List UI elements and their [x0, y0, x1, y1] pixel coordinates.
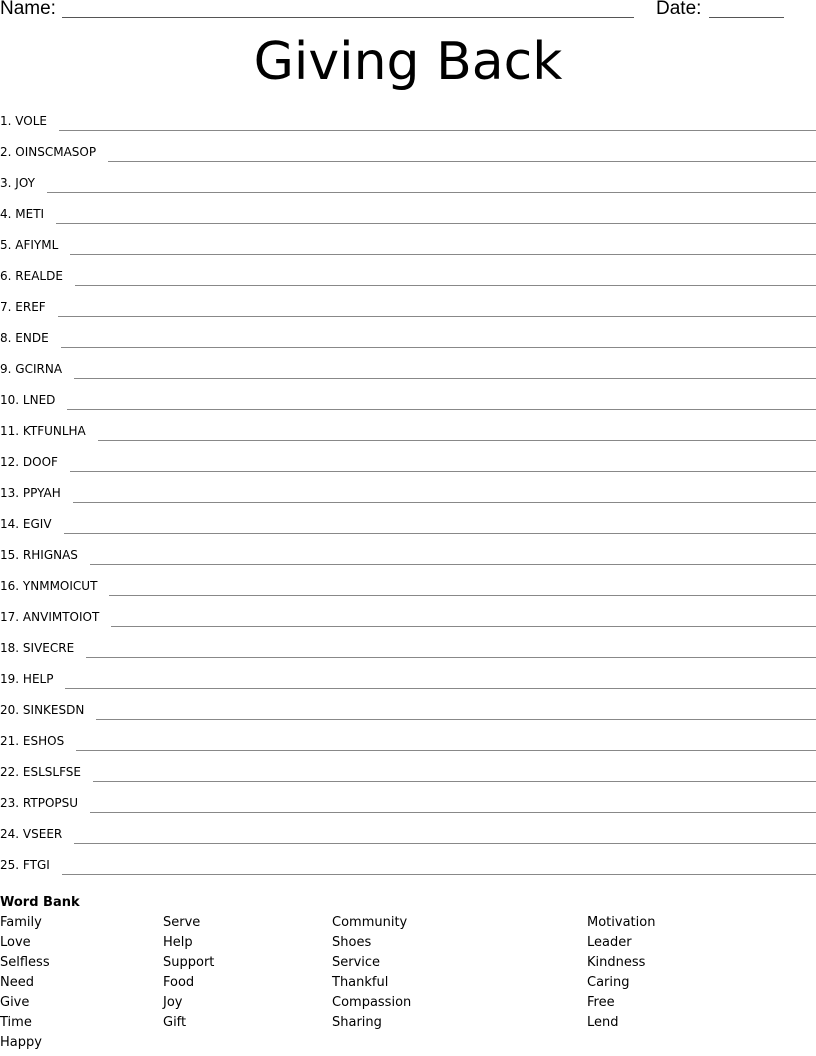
- word-bank-item: Motivation: [587, 915, 656, 930]
- scrambled-word: RTPOPSU: [22, 796, 79, 810]
- question-row: [0, 854, 816, 885]
- question-row: [0, 172, 816, 203]
- question-row: [0, 699, 816, 730]
- answer-line[interactable]: [67, 391, 816, 410]
- question-row: [0, 761, 816, 792]
- question-row: [0, 792, 816, 823]
- date-label: Date:: [656, 0, 702, 19]
- scrambled-word: DOOF: [22, 455, 58, 469]
- question-label: [0, 668, 65, 690]
- question-number: 21 .: [0, 734, 23, 748]
- question-number: 20 .: [0, 703, 23, 717]
- scrambled-word: ANVIMTOIOT: [22, 610, 100, 624]
- question-row: [0, 389, 816, 420]
- question-row: [0, 544, 816, 575]
- question-label: [0, 420, 98, 442]
- answer-line[interactable]: [86, 639, 816, 658]
- question-label: [0, 203, 56, 225]
- question-label: [0, 761, 93, 783]
- question-number: 8 .: [0, 331, 15, 345]
- answer-line[interactable]: [90, 794, 816, 813]
- word-bank-column: [587, 913, 655, 1033]
- answer-line[interactable]: [90, 546, 816, 565]
- question-label: [0, 234, 70, 256]
- question-label: [0, 606, 111, 628]
- question-row: [0, 203, 816, 234]
- answer-line[interactable]: [58, 298, 816, 317]
- question-label: [0, 699, 96, 721]
- word-bank-item: Kindness: [587, 955, 646, 970]
- word-bank-item: Shoes: [332, 935, 372, 950]
- question-row: [0, 420, 816, 451]
- word-bank-column: [332, 913, 411, 1033]
- answer-line[interactable]: [64, 515, 816, 534]
- scrambled-word: RHIGNAS: [22, 548, 78, 562]
- answer-line[interactable]: [56, 205, 816, 224]
- date-field[interactable]: [709, 17, 784, 18]
- question-number: 7 .: [0, 300, 15, 314]
- scrambled-word: PPYAH: [22, 486, 61, 500]
- scrambled-word: ESLSLFSE: [22, 765, 81, 779]
- answer-line[interactable]: [98, 422, 816, 441]
- word-bank-item: Service: [332, 955, 381, 970]
- name-label: Name:: [0, 0, 56, 19]
- question-row: [0, 823, 816, 854]
- question-row: [0, 575, 816, 606]
- question-label: [0, 327, 61, 349]
- question-label: [0, 451, 70, 473]
- question-label: [0, 792, 90, 814]
- word-bank-item: Love: [0, 935, 31, 950]
- question-number: 15 .: [0, 548, 23, 562]
- question-list: [0, 110, 816, 885]
- question-label: [0, 575, 109, 597]
- header-row: [0, 0, 816, 22]
- answer-line[interactable]: [70, 236, 816, 255]
- scrambled-word: REALDE: [15, 269, 63, 283]
- question-row: [0, 110, 816, 141]
- name-field[interactable]: [62, 17, 634, 18]
- word-bank-item: Gift: [163, 1015, 187, 1030]
- word-bank-item: Give: [0, 995, 30, 1010]
- word-bank-item: Time: [0, 1015, 32, 1030]
- question-number: 3 .: [0, 176, 15, 190]
- question-number: 22 .: [0, 765, 23, 779]
- word-bank-item: Selfless: [0, 955, 50, 970]
- answer-line[interactable]: [65, 670, 816, 689]
- question-number: 11 .: [0, 424, 23, 438]
- word-bank: [0, 893, 816, 1050]
- question-label: [0, 637, 86, 659]
- word-bank-item: Sharing: [332, 1015, 382, 1030]
- question-number: 12 .: [0, 455, 23, 469]
- question-label: [0, 513, 64, 535]
- word-bank-item: Caring: [587, 975, 630, 990]
- question-label: [0, 544, 90, 566]
- question-number: 2 .: [0, 145, 15, 159]
- question-row: [0, 513, 816, 544]
- scrambled-word: EGIV: [22, 517, 52, 531]
- word-bank-item: Lend: [587, 1015, 619, 1030]
- question-number: 10 .: [0, 393, 23, 407]
- question-number: 6 .: [0, 269, 15, 283]
- question-label: [0, 141, 108, 163]
- scrambled-word: AFIYML: [15, 238, 59, 252]
- question-label: [0, 110, 59, 132]
- question-number: 19 .: [0, 672, 23, 686]
- answer-line[interactable]: [70, 453, 816, 472]
- question-number: 4 .: [0, 207, 15, 221]
- question-label: [0, 358, 74, 380]
- scrambled-word: LNED: [22, 393, 56, 407]
- answer-line[interactable]: [47, 174, 816, 193]
- question-row: [0, 265, 816, 296]
- scrambled-word: ENDE: [15, 331, 49, 345]
- question-row: [0, 234, 816, 265]
- answer-line[interactable]: [73, 484, 816, 503]
- answer-line[interactable]: [109, 577, 816, 596]
- scrambled-word: FTGI: [22, 858, 50, 872]
- scrambled-word: HELP: [22, 672, 54, 686]
- question-row: [0, 668, 816, 699]
- question-number: 25 .: [0, 858, 23, 872]
- question-number: 23 .: [0, 796, 23, 810]
- word-bank-item: Food: [163, 975, 195, 990]
- question-label: [0, 730, 76, 752]
- scrambled-word: YNMMOICUT: [22, 579, 98, 593]
- scrambled-word: VOLE: [15, 114, 47, 128]
- word-bank-item: Serve: [163, 915, 201, 930]
- question-label: [0, 823, 74, 845]
- question-number: 24 .: [0, 827, 23, 841]
- answer-line[interactable]: [74, 360, 816, 379]
- scrambled-word: SINKESDN: [22, 703, 85, 717]
- question-row: [0, 637, 816, 668]
- answer-line[interactable]: [74, 825, 816, 844]
- question-label: [0, 482, 73, 504]
- answer-line[interactable]: [59, 112, 816, 131]
- answer-line[interactable]: [62, 856, 816, 875]
- word-bank-item: Joy: [163, 995, 183, 1010]
- word-bank-item: Community: [332, 915, 408, 930]
- answer-line[interactable]: [93, 763, 816, 782]
- question-row: [0, 606, 816, 637]
- question-number: 17 .: [0, 610, 23, 624]
- question-number: 5 .: [0, 238, 15, 252]
- answer-line[interactable]: [108, 143, 816, 162]
- answer-line[interactable]: [61, 329, 816, 348]
- question-row: [0, 296, 816, 327]
- word-bank-title: Word Bank: [0, 895, 80, 910]
- word-bank-item: Free: [587, 995, 615, 1010]
- question-number: 1 .: [0, 114, 15, 128]
- scrambled-word: GCIRNA: [15, 362, 63, 376]
- page-title: Giving Back: [253, 32, 563, 92]
- scrambled-word: ESHOS: [22, 734, 65, 748]
- scrambled-word: VSEER: [22, 827, 63, 841]
- question-label: [0, 296, 58, 318]
- answer-line[interactable]: [76, 732, 816, 751]
- question-row: [0, 451, 816, 482]
- question-row: [0, 327, 816, 358]
- question-row: [0, 482, 816, 513]
- scrambled-word: EREF: [15, 300, 46, 314]
- question-number: 9 .: [0, 362, 15, 376]
- question-row: [0, 730, 816, 761]
- word-bank-item: Leader: [587, 935, 632, 950]
- scrambled-word: JOY: [15, 176, 35, 190]
- word-bank-item: Happy: [0, 1035, 42, 1050]
- word-bank-item: Help: [163, 935, 193, 950]
- scrambled-word: KTFUNLHA: [22, 424, 86, 438]
- word-bank-column: [0, 913, 50, 1053]
- question-label: [0, 854, 62, 876]
- scrambled-word: METI: [15, 207, 45, 221]
- word-bank-column: [163, 913, 214, 1033]
- question-number: 16 .: [0, 579, 23, 593]
- question-label: [0, 389, 67, 411]
- question-number: 18 .: [0, 641, 23, 655]
- question-number: 13 .: [0, 486, 23, 500]
- scrambled-word: SIVECRE: [22, 641, 75, 655]
- question-label: [0, 265, 75, 287]
- answer-line[interactable]: [111, 608, 816, 627]
- answer-line[interactable]: [96, 701, 816, 720]
- question-row: [0, 141, 816, 172]
- word-bank-item: Compassion: [332, 995, 412, 1010]
- question-row: [0, 358, 816, 389]
- answer-line[interactable]: [75, 267, 816, 286]
- question-label: [0, 172, 47, 194]
- scrambled-word: OINSCMASOP: [15, 145, 97, 159]
- word-bank-item: Need: [0, 975, 34, 990]
- word-bank-item: Thankful: [332, 975, 389, 990]
- question-number: 14 .: [0, 517, 23, 531]
- word-bank-item: Support: [163, 955, 215, 970]
- word-bank-item: Family: [0, 915, 42, 930]
